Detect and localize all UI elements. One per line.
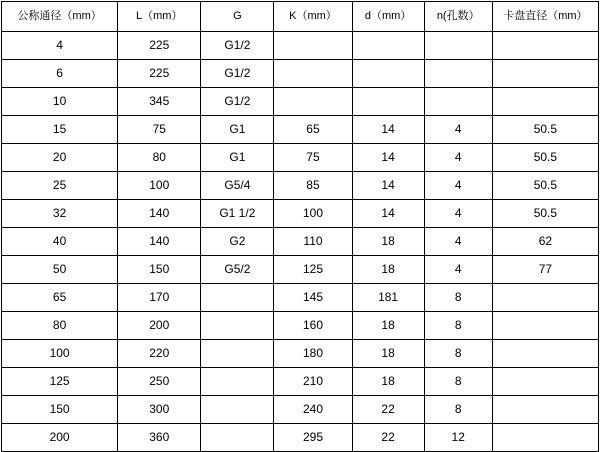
cell-length: 220 bbox=[118, 340, 201, 368]
table-body bbox=[2, 32, 599, 452]
cell-d: 14 bbox=[352, 172, 424, 200]
table-row bbox=[2, 88, 599, 116]
cell-thread bbox=[201, 284, 274, 312]
cell-nominal-diameter: 6 bbox=[2, 60, 118, 88]
cell-k: 295 bbox=[274, 424, 352, 452]
column-header-nominal-diameter: 公称通径（mm） bbox=[2, 2, 118, 32]
cell-k: 210 bbox=[274, 368, 352, 396]
cell-k: 240 bbox=[274, 396, 352, 424]
cell-chuck-diameter bbox=[492, 284, 598, 312]
cell-thread: G1 bbox=[201, 116, 274, 144]
cell-nominal-diameter: 80 bbox=[2, 312, 118, 340]
table-header bbox=[2, 2, 599, 32]
cell-length: 225 bbox=[118, 60, 201, 88]
cell-nominal-diameter: 20 bbox=[2, 144, 118, 172]
cell-d: 18 bbox=[352, 228, 424, 256]
cell-d: 14 bbox=[352, 200, 424, 228]
table-row bbox=[2, 256, 599, 284]
cell-d: 14 bbox=[352, 116, 424, 144]
cell-chuck-diameter: 50.5 bbox=[492, 116, 598, 144]
cell-nominal-diameter: 32 bbox=[2, 200, 118, 228]
cell-hole-count bbox=[424, 88, 492, 116]
cell-thread: G2 bbox=[201, 228, 274, 256]
cell-k: 65 bbox=[274, 116, 352, 144]
cell-k bbox=[274, 32, 352, 60]
cell-nominal-diameter: 125 bbox=[2, 368, 118, 396]
cell-thread bbox=[201, 368, 274, 396]
cell-chuck-diameter: 77 bbox=[492, 256, 598, 284]
cell-k bbox=[274, 88, 352, 116]
cell-chuck-diameter: 50.5 bbox=[492, 200, 598, 228]
cell-chuck-diameter bbox=[492, 424, 598, 452]
cell-hole-count: 4 bbox=[424, 172, 492, 200]
column-header-chuck-diameter: 卡盘直径（mm） bbox=[492, 2, 598, 32]
cell-chuck-diameter: 50.5 bbox=[492, 144, 598, 172]
cell-hole-count: 8 bbox=[424, 340, 492, 368]
cell-hole-count: 8 bbox=[424, 368, 492, 396]
cell-thread: G1 1/2 bbox=[201, 200, 274, 228]
cell-nominal-diameter: 200 bbox=[2, 424, 118, 452]
cell-chuck-diameter bbox=[492, 88, 598, 116]
table-row bbox=[2, 200, 599, 228]
cell-k: 145 bbox=[274, 284, 352, 312]
cell-d: 18 bbox=[352, 312, 424, 340]
cell-k: 180 bbox=[274, 340, 352, 368]
specification-table bbox=[1, 1, 599, 452]
cell-chuck-diameter bbox=[492, 32, 598, 60]
cell-length: 300 bbox=[118, 396, 201, 424]
cell-hole-count: 8 bbox=[424, 312, 492, 340]
cell-chuck-diameter: 50.5 bbox=[492, 172, 598, 200]
cell-chuck-diameter bbox=[492, 60, 598, 88]
cell-hole-count bbox=[424, 32, 492, 60]
table-row bbox=[2, 32, 599, 60]
cell-k: 125 bbox=[274, 256, 352, 284]
cell-thread bbox=[201, 424, 274, 452]
cell-nominal-diameter: 65 bbox=[2, 284, 118, 312]
cell-hole-count: 4 bbox=[424, 144, 492, 172]
cell-thread: G1/2 bbox=[201, 88, 274, 116]
cell-hole-count: 4 bbox=[424, 228, 492, 256]
cell-d: 181 bbox=[352, 284, 424, 312]
cell-k: 85 bbox=[274, 172, 352, 200]
column-header-d: d（mm） bbox=[352, 2, 424, 32]
cell-length: 140 bbox=[118, 200, 201, 228]
cell-hole-count: 4 bbox=[424, 256, 492, 284]
cell-thread: G1/2 bbox=[201, 32, 274, 60]
cell-k: 100 bbox=[274, 200, 352, 228]
cell-hole-count: 8 bbox=[424, 396, 492, 424]
table-row bbox=[2, 116, 599, 144]
table-row bbox=[2, 340, 599, 368]
cell-nominal-diameter: 150 bbox=[2, 396, 118, 424]
cell-hole-count: 12 bbox=[424, 424, 492, 452]
cell-k: 110 bbox=[274, 228, 352, 256]
cell-d: 22 bbox=[352, 396, 424, 424]
cell-length: 360 bbox=[118, 424, 201, 452]
cell-length: 170 bbox=[118, 284, 201, 312]
cell-nominal-diameter: 25 bbox=[2, 172, 118, 200]
cell-length: 140 bbox=[118, 228, 201, 256]
cell-length: 150 bbox=[118, 256, 201, 284]
cell-nominal-diameter: 100 bbox=[2, 340, 118, 368]
cell-length: 250 bbox=[118, 368, 201, 396]
cell-chuck-diameter bbox=[492, 312, 598, 340]
table-row bbox=[2, 144, 599, 172]
cell-d: 22 bbox=[352, 424, 424, 452]
cell-thread: G5/4 bbox=[201, 172, 274, 200]
cell-k: 75 bbox=[274, 144, 352, 172]
cell-thread bbox=[201, 312, 274, 340]
column-header-hole-count: n(孔数） bbox=[424, 2, 492, 32]
cell-thread: G1/2 bbox=[201, 60, 274, 88]
cell-length: 100 bbox=[118, 172, 201, 200]
cell-hole-count: 4 bbox=[424, 200, 492, 228]
column-header-length: L（mm） bbox=[118, 2, 201, 32]
cell-nominal-diameter: 40 bbox=[2, 228, 118, 256]
cell-nominal-diameter: 10 bbox=[2, 88, 118, 116]
table-row bbox=[2, 284, 599, 312]
cell-d bbox=[352, 60, 424, 88]
cell-chuck-diameter bbox=[492, 368, 598, 396]
column-header-k: K（mm） bbox=[274, 2, 352, 32]
cell-length: 225 bbox=[118, 32, 201, 60]
cell-k: 160 bbox=[274, 312, 352, 340]
cell-chuck-diameter bbox=[492, 340, 598, 368]
cell-d bbox=[352, 32, 424, 60]
table-row bbox=[2, 312, 599, 340]
cell-hole-count: 8 bbox=[424, 284, 492, 312]
table-row bbox=[2, 60, 599, 88]
cell-length: 80 bbox=[118, 144, 201, 172]
cell-length: 200 bbox=[118, 312, 201, 340]
table-row bbox=[2, 172, 599, 200]
cell-d: 18 bbox=[352, 256, 424, 284]
cell-k bbox=[274, 60, 352, 88]
cell-d: 18 bbox=[352, 368, 424, 396]
cell-d bbox=[352, 88, 424, 116]
cell-nominal-diameter: 4 bbox=[2, 32, 118, 60]
table-header-row bbox=[2, 2, 599, 32]
cell-hole-count bbox=[424, 60, 492, 88]
cell-d: 14 bbox=[352, 144, 424, 172]
cell-nominal-diameter: 15 bbox=[2, 116, 118, 144]
cell-thread: G5/2 bbox=[201, 256, 274, 284]
cell-nominal-diameter: 50 bbox=[2, 256, 118, 284]
table-row bbox=[2, 424, 599, 452]
cell-thread bbox=[201, 340, 274, 368]
table-row bbox=[2, 228, 599, 256]
cell-d: 18 bbox=[352, 340, 424, 368]
cell-length: 75 bbox=[118, 116, 201, 144]
cell-length: 345 bbox=[118, 88, 201, 116]
cell-thread: G1 bbox=[201, 144, 274, 172]
cell-hole-count: 4 bbox=[424, 116, 492, 144]
column-header-thread: G bbox=[201, 2, 274, 32]
cell-chuck-diameter: 62 bbox=[492, 228, 598, 256]
table-row bbox=[2, 368, 599, 396]
